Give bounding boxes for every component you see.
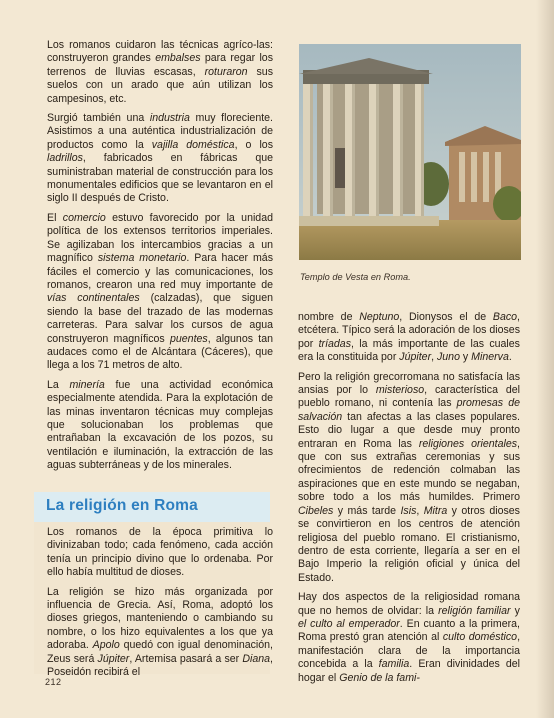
- italic-term: Minerva: [471, 351, 509, 364]
- italic-term: tríadas: [318, 337, 351, 350]
- italic-term: el culto al emperador: [298, 617, 400, 630]
- paragraph-agriculture: Los romanos cuidaron las técnicas agríco-las: construyeron grandes embalses para regar los terrenos de lluvias escasas, roturaron sus suelos con un arado que aún utilizan los campesinos, etc.: [47, 39, 273, 105]
- italic-term: misterioso: [375, 384, 425, 397]
- italic-term: vías continentales: [47, 292, 140, 305]
- italic-term: Cibeles: [298, 504, 334, 517]
- temple-photo-illustration: [299, 44, 521, 260]
- paragraph-primitive-religion: Los romanos de la época primitiva lo divinizaban todo; cada fenómeno, cada acción tenía un principio divino que lo ordenaba. Por ello había multitud de dioses.: [47, 526, 273, 579]
- italic-term: embalses: [155, 52, 201, 65]
- italic-term: promesas de salvación: [298, 397, 520, 423]
- paragraph-greek-influence: La religión se hizo más organizada por influencia de Grecia. Así, Roma, adoptó los dioses griegos, manteniendo o cambiando su nombre, o los hizo equivalentes a los que ya adoraba. Apolo quedó con igual denominación, Zeus será Júpiter, Artemisa pasará a ser Diana, Poseidón recibirá el: [47, 585, 273, 679]
- paragraph-roman-gods: nombre de Neptuno, Dionysos el de Baco, etcétera. Típico será la adoración de los dioses por tríadas, la más importante de las cuales era la constituida por Júpiter, Juno y Minerva.: [298, 311, 520, 364]
- page-edge-shadow: [536, 0, 554, 718]
- italic-term: familia: [378, 658, 410, 671]
- section-title: La religión en Roma: [46, 497, 198, 514]
- italic-term: Júpiter: [399, 351, 432, 364]
- section-heading-box: [34, 492, 270, 523]
- italic-term: Baco: [492, 311, 518, 323]
- italic-term: Júpiter: [97, 652, 130, 665]
- italic-term: Isis: [400, 504, 417, 517]
- paragraph-oriental-religions: Pero la religión grecorromana no satisfacía las ansias por lo misterioso, característica del pueblo romano, ni contenía las promesas de salvación tan afectas a las clases populares. Esto dio lugar a que desde muy pronto entraran en Roma las religiones orientales, que con sus extrañas ceremonias y sus ofrecimientos de redención colmaban las aspiraciones que en este mundo se negaban, sobre todo a los más humildes. Primero Cibeles y más tarde Isis, Mitra y otros dioses se convirtieron en los centros de atención religiosa del pueblo romano. El cristianismo, dentro de esta corriente, llegaría a ser en el Bajo Imperio la religión oficial y única del Estado.: [298, 370, 520, 584]
- italic-term: ladrillos: [47, 152, 83, 165]
- italic-term: minería: [69, 378, 105, 391]
- paragraph-family-religion: Hay dos aspectos de la religiosidad romana que no hemos de olvidar: la religión familiar y el culto al emperador. En cuanto a la primera, Roma prestó gran atención al culto doméstico, manifestación clara de la importancia concebida a la familia. Eran divinidades del hogar el Genio de la fami-: [298, 591, 521, 684]
- italic-term: Diana: [242, 652, 271, 665]
- italic-term: Mitra: [423, 504, 448, 517]
- italic-term: Apolo: [92, 639, 120, 652]
- italic-term: comercio: [62, 211, 106, 224]
- italic-term: Juno: [436, 351, 460, 364]
- paragraph-industry: Surgió también una industria muy floreciente. Asistimos a una auténtica industrialización de productos como la vajilla doméstica, o los ladrillos, fabricados en fábricas que suministraban material de construcción para los monumentales edificios que se levantaron en el siglo II después de Cristo.: [47, 112, 273, 205]
- paragraph-mining: La minería fue una actividad económica especialmente atendida. Para la explotación de las minas inventaron técnicas muy complejas que solucionaban los problemas que entrañaban la excavación de los pozos, su ventilación e iluminación, la extracción de las aguas subterráneas y de los minerales.: [47, 378, 274, 472]
- italic-term: sistema monetario: [97, 252, 187, 265]
- italic-term: roturaron: [204, 65, 248, 78]
- italic-term: puentes: [170, 332, 208, 345]
- photo-caption: Templo de Vesta en Roma.: [300, 272, 411, 282]
- italic-term: Neptuno: [359, 311, 400, 323]
- page-number: 212: [45, 677, 62, 687]
- italic-term: culto doméstico: [442, 631, 518, 644]
- text-column-right: [298, 311, 520, 691]
- italic-term: religión familiar: [438, 604, 511, 617]
- temple-of-vesta-photo: [299, 44, 521, 260]
- text-column-left: [47, 39, 273, 479]
- paragraph-commerce: El comercio estuvo favorecido por la unidad política de los extensos territorios imperiales. Se agilizaban los intercambios gracias a un magnífico sistema monetario. Para hacer más fáciles el comercio y las comunicaciones, los romanos, crearon una red muy importante de vías continentales (calzadas), que siguen siendo la base del trazado de las modernas carreteras. Para salvar los cursos de agua construyeron magníficos puentes, algunos tan audaces como el de Alcántara (Cáceres), que llega a los 71 metros de alto.: [47, 211, 274, 372]
- italic-term: vajilla doméstica: [151, 138, 235, 151]
- italic-term: Genio de la fami-: [339, 671, 420, 684]
- italic-term: religiones orientales: [418, 437, 518, 450]
- text-column-left-religion: [47, 526, 273, 685]
- italic-term: industria: [149, 112, 190, 125]
